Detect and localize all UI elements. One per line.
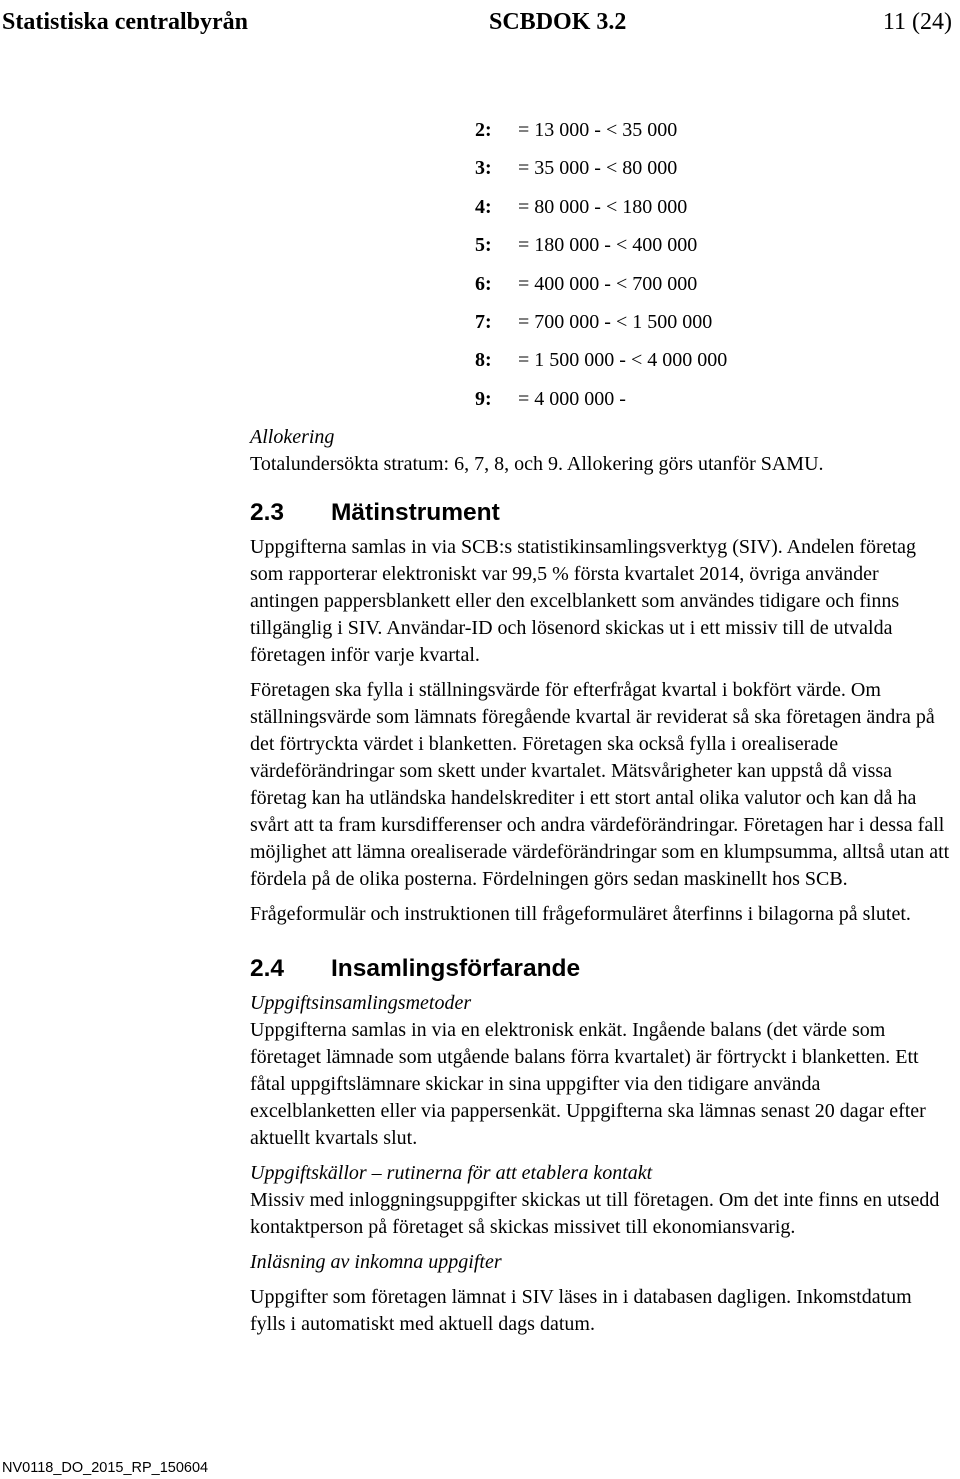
section-title: Insamlingsförfarande	[331, 955, 581, 982]
size-class-range: = 80 000 - < 180 000	[518, 195, 688, 218]
size-class-key: 8:	[475, 349, 492, 372]
footer-code: NV0118_DO_2015_RP_150604	[2, 1460, 209, 1476]
subheading: Inläsning av inkomna uppgifter	[250, 1251, 502, 1273]
section-number: 2.4	[250, 955, 285, 982]
subheading: Uppgiftsinsamlingsmetoder	[250, 992, 472, 1014]
size-class-key: 6:	[475, 272, 492, 295]
document-id: SCBDOK 3.2	[489, 9, 627, 35]
section-number: 2.3	[250, 499, 285, 526]
allocation-heading: Allokering	[250, 426, 335, 448]
size-class-row	[475, 193, 895, 231]
paragraph: Uppgifter som företagen lämnat i SIV läses in i databasen dagligen. Inkomstdatum fylls i automatiskt med aktuell dags datum.	[250, 1286, 912, 1335]
organization-name: Statistiska centralbyrån	[2, 9, 248, 35]
section-heading-2-4	[250, 953, 950, 985]
section-title: Mätinstrument	[331, 499, 500, 526]
size-class-key: 2:	[475, 119, 492, 141]
paragraph: Missiv med inloggningsuppgifter skickas ut till företagen. Om det inte finns en utsedd kontaktperson på företaget så skickas missivet till ekonomiansvarig.	[250, 1189, 940, 1238]
size-class-row	[475, 270, 895, 308]
size-class-range: = 700 000 - < 1 500 000	[518, 310, 713, 333]
size-class-row	[475, 231, 895, 269]
paragraph: Uppgifterna samlas in via en elektronisk enkät. Ingående balans (det värde som företaget lämnade som utgående balans förra kvartalet) är förtryckt i blanketten. Ett fåtal uppgiftslämnare skickar in sina uppgifter via den tidigare använda excelblanketten eller via pappersenkät. Uppgifterna ska lämnas senast 20 dagar efter aktuellt kvartals slut.	[250, 1019, 926, 1149]
page-number: 11 (24)	[882, 9, 952, 35]
size-class-list	[475, 116, 895, 423]
size-class-key: 5:	[475, 234, 492, 257]
main-content	[250, 497, 950, 1338]
size-class-range: = 35 000 - < 80 000	[518, 157, 678, 180]
size-class-row	[475, 154, 895, 192]
size-class-range: = 13 000 - < 35 000	[518, 119, 678, 141]
paragraph: Uppgifterna samlas in via SCB:s statistikinsamlingsverktyg (SIV). Andelen företag som rapporterar elektroniskt var 99,5 % första kvartalet 2014, övriga använder antingen pappersblankett eller den excelblankett som användes tidigare och finns tillgänglig i SIV. Användar-ID och lösenord skickas ut i ett missiv till de utvalda företagen inför varje kvartal.	[250, 536, 917, 666]
size-class-key: 7:	[475, 310, 492, 333]
size-class-row	[475, 385, 895, 423]
section-heading-2-3	[250, 497, 950, 529]
size-class-key: 4:	[475, 195, 492, 218]
paragraph: Företagen ska fylla i ställningsvärde för efterfrågat kvartal i bokfört värde. Om ställningsvärde som lämnats föregående kvartal är reviderat så ska företagen ändra på det förtryckta värdet i blanketten. Företagen ska också fylla i orealiserade värdeförändringar som skett under kvartalet. Mätsvårigheter kan uppstå då vissa företag kan ha utländska handelskrediter i ett stort antal olika valutor och kan då ha svårt att ta fram kursdifferenser och andra värdeförändringar. Företagen har i dessa fall möjlighet att lämna orealiserade värdeförändringar som en klumpsumma, alltså utan att fördela på de olika posterna. Fördelningen görs sedan maskinellt hos SCB.	[250, 679, 950, 890]
allocation-block	[250, 424, 950, 478]
subheading: Uppgiftskällor – rutinerna för att etablera kontakt	[250, 1162, 653, 1184]
paragraph: Frågeformulär och instruktionen till frågeformuläret återfinns i bilagorna på slutet.	[250, 903, 911, 925]
size-class-range: = 400 000 - < 700 000	[518, 272, 698, 295]
size-class-row	[475, 116, 895, 154]
allocation-text: Totalundersökta stratum: 6, 7, 8, och 9. Allokering görs utanför SAMU.	[250, 453, 824, 475]
size-class-key: 9:	[475, 387, 492, 410]
size-class-key: 3:	[475, 157, 492, 180]
size-class-row	[475, 346, 895, 384]
size-class-row	[475, 308, 895, 346]
size-class-range: = 180 000 - < 400 000	[518, 234, 698, 257]
size-class-range: = 1 500 000 - < 4 000 000	[518, 349, 728, 372]
size-class-range: = 4 000 000 -	[518, 387, 626, 410]
page-header	[0, 4, 960, 40]
